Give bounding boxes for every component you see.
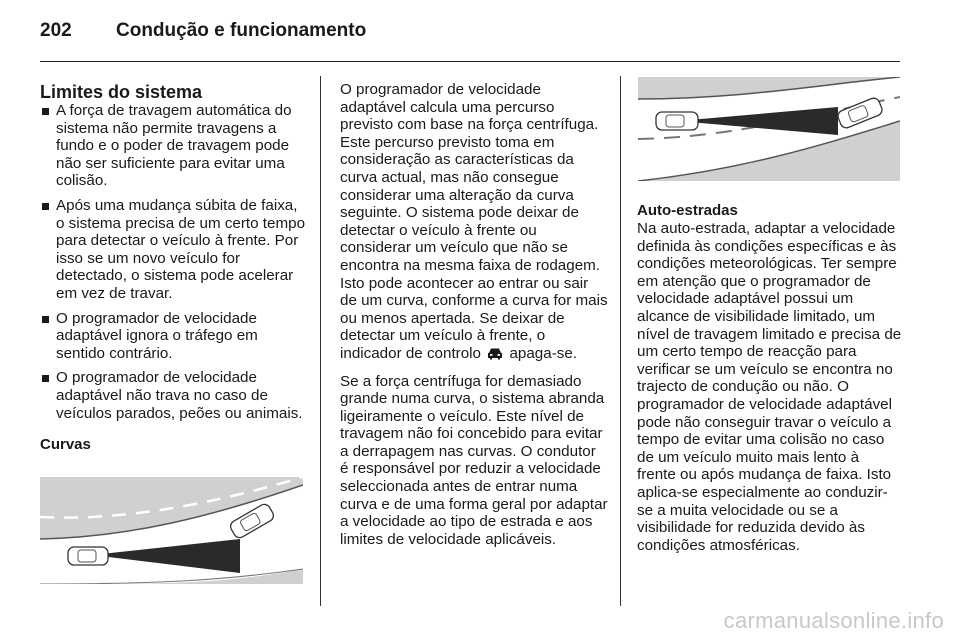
vehicle-ahead-indicator-icon bbox=[487, 347, 503, 365]
curves-paragraph-1: O programador de velocidade adaptável calcula uma percurso previsto com base na força centrífuga. Este percurso previsto toma em consideração as características da curva actual, mas não consegue considerar uma alteração da curva seguinte. O sistema pode deixar de detectar o veículo à frente ou considerar um veículo que não se encontra na mesma faixa de rodagem. Isto pode acontecer ao entrar ou sair de um curva, conforme a curva for mais ou menos apertada. Se deixar de detectar um veículo à frente, o indicador de controlo apaga-se. bbox=[340, 81, 608, 365]
column-2 bbox=[340, 81, 608, 556]
column-divider bbox=[320, 76, 321, 606]
highway-illustration bbox=[638, 77, 900, 181]
bullet-item: O programador de velocidade adaptável ignora o tráfego em sentido contrário. bbox=[40, 310, 308, 363]
bullet-item: Após uma mudança súbita de faixa, o sistema precisa de um certo tempo para detectar o veículo à frente. Por isso se um novo veículo for detectado, o sistema pode acelerar em vez de travar. bbox=[40, 197, 308, 303]
section-heading-limits: Limites do sistema bbox=[40, 82, 203, 102]
bullet-item: O programador de velocidade adaptável não trava no caso de veículos parados, peões ou animais. bbox=[40, 369, 308, 422]
watermark: carmanualsonline.info bbox=[723, 608, 944, 633]
column-1 bbox=[40, 82, 308, 454]
curve-road-drawing bbox=[40, 477, 303, 584]
curve-illustration bbox=[40, 477, 303, 584]
subheading-highways: Auto-estradas bbox=[637, 202, 738, 219]
page-number: 202 bbox=[40, 20, 72, 41]
limits-bullet-list bbox=[40, 102, 308, 422]
column-divider bbox=[620, 76, 621, 606]
highways-paragraph: Na auto-estrada, adaptar a velocidade definida às condições específicas e às condições meteorológicas. Ter sempre em atenção que o programador de velocidade adaptável possui um alcance de visibilidade limitado, um nível de travagem limitado e precisa de um certo tempo de reacção para verificar se um veículo se encontra no trajecto de condução ou não. O programador de velocidade adaptável pode não conseguir travar o veículo a tempo de evitar uma colisão no caso de um veículo muito mais lento à frente ou após mudança de faixa. Isto aplica-se especialmente ao conduzir-se a muita velocidade ou se a visibilidade for reduzida devido às condições atmosféricas. bbox=[637, 220, 902, 554]
section-title: Condução e funcionamento bbox=[116, 20, 367, 41]
curves-paragraph-2: Se a força centrífuga for demasiado grande numa curva, o sistema abranda ligeiramente o veículo. Este nível de travagem não foi concebido para evitar a derrapagem nas curvas. O condutor é responsável por reduzir a velocidade seleccionada antes de entrar numa curva e de uma forma geral por adaptar a velocidade ao tipo de estrada e aos limites de velocidade aplicáveis. bbox=[340, 372, 608, 548]
bullet-item: A força de travagem automática do sistema não permite travagens a fundo e o poder de travagem pode não ser suficiente para evitar uma colisão. bbox=[40, 102, 308, 190]
column-3 bbox=[637, 202, 902, 562]
page-header bbox=[40, 20, 366, 46]
highway-road-drawing bbox=[638, 77, 900, 181]
subheading-curves: Curvas bbox=[40, 436, 91, 454]
header-rule bbox=[40, 61, 900, 62]
